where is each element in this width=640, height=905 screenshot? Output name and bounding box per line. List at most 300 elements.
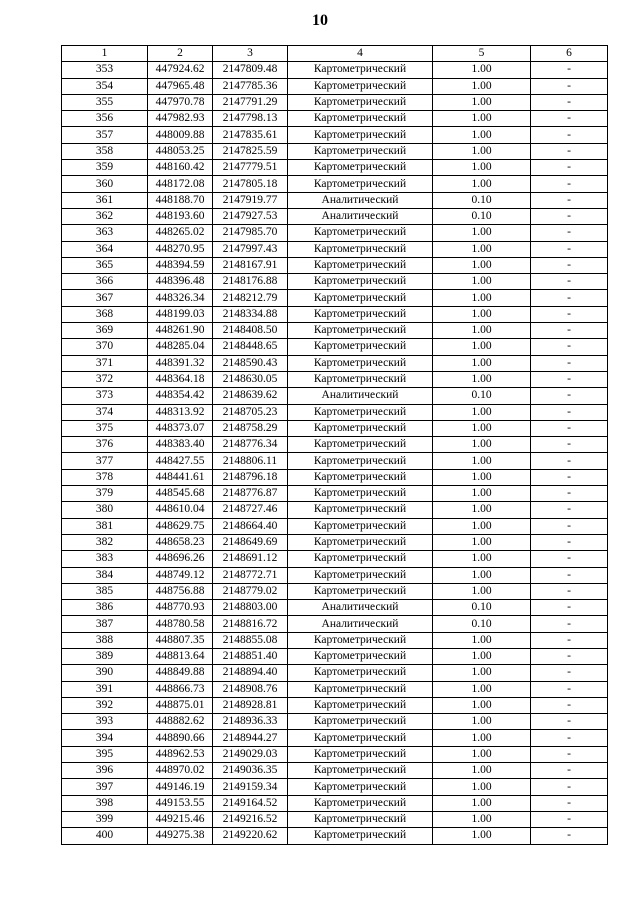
table-cell: 1.00: [433, 551, 531, 567]
table-cell: 1.00: [433, 469, 531, 485]
table-cell: 2148705.23: [213, 404, 288, 420]
table-cell: -: [531, 176, 608, 192]
table-cell: 2148779.02: [213, 583, 288, 599]
table-cell: 389: [62, 648, 148, 664]
table-cell: Картометрический: [288, 339, 433, 355]
table-cell: 2149216.52: [213, 811, 288, 827]
table-cell: Картометрический: [288, 730, 433, 746]
table-cell: -: [531, 828, 608, 844]
table-cell: -: [531, 551, 608, 567]
table-cell: 448265.02: [148, 225, 213, 241]
table-cell: Картометрический: [288, 274, 433, 290]
table-cell: 373: [62, 388, 148, 404]
table-cell: 395: [62, 746, 148, 762]
table-row: [62, 78, 608, 94]
table-cell: -: [531, 583, 608, 599]
table-cell: 448882.62: [148, 714, 213, 730]
table-cell: -: [531, 453, 608, 469]
table-cell: 448193.60: [148, 208, 213, 224]
table-cell: 449215.46: [148, 811, 213, 827]
table-cell: -: [531, 388, 608, 404]
table-cell: 2148816.72: [213, 616, 288, 632]
table-cell: Аналитический: [288, 600, 433, 616]
table-cell: Картометрический: [288, 681, 433, 697]
table-cell: 1.00: [433, 111, 531, 127]
table-cell: 2148167.91: [213, 257, 288, 273]
table-cell: Картометрический: [288, 697, 433, 713]
table-cell: 448188.70: [148, 192, 213, 208]
table-cell: Картометрический: [288, 551, 433, 567]
column-header: 4: [288, 46, 433, 62]
table-cell: 448383.40: [148, 437, 213, 453]
table-cell: 2148212.79: [213, 290, 288, 306]
table-cell: 2147805.18: [213, 176, 288, 192]
table-row: [62, 779, 608, 795]
table-cell: -: [531, 323, 608, 339]
table-header-row: [62, 46, 608, 62]
table-cell: -: [531, 616, 608, 632]
table-cell: 447982.93: [148, 111, 213, 127]
table-row: [62, 371, 608, 387]
table-cell: Картометрический: [288, 453, 433, 469]
table-cell: 377: [62, 453, 148, 469]
table-cell: -: [531, 225, 608, 241]
table-cell: 2148590.43: [213, 355, 288, 371]
table-cell: 2147927.53: [213, 208, 288, 224]
table-cell: 448629.75: [148, 518, 213, 534]
table-cell: Картометрический: [288, 176, 433, 192]
table-cell: 2147809.48: [213, 62, 288, 78]
table-cell: 448849.88: [148, 665, 213, 681]
table-cell: Картометрический: [288, 518, 433, 534]
table-cell: 2147779.51: [213, 160, 288, 176]
table-cell: -: [531, 306, 608, 322]
table-cell: 388: [62, 632, 148, 648]
table-cell: 1.00: [433, 763, 531, 779]
table-row: [62, 600, 608, 616]
table-cell: 379: [62, 486, 148, 502]
table-cell: 2147825.59: [213, 143, 288, 159]
table-row: [62, 518, 608, 534]
table-cell: Картометрический: [288, 323, 433, 339]
table-row: [62, 388, 608, 404]
table-row: [62, 225, 608, 241]
table-cell: 448199.03: [148, 306, 213, 322]
table-cell: Картометрический: [288, 78, 433, 94]
table-row: [62, 730, 608, 746]
table-cell: 1.00: [433, 632, 531, 648]
table-cell: 355: [62, 94, 148, 110]
table-cell: Картометрический: [288, 94, 433, 110]
table-cell: 1.00: [433, 176, 531, 192]
table-row: [62, 763, 608, 779]
table-cell: 2149164.52: [213, 795, 288, 811]
table-row: [62, 697, 608, 713]
table-row: [62, 355, 608, 371]
table-cell: -: [531, 763, 608, 779]
table-row: [62, 176, 608, 192]
table-row: [62, 143, 608, 159]
table-cell: Картометрический: [288, 779, 433, 795]
table-cell: 448396.48: [148, 274, 213, 290]
table-cell: 448970.02: [148, 763, 213, 779]
table-cell: 448610.04: [148, 502, 213, 518]
table-row: [62, 290, 608, 306]
table-cell: 1.00: [433, 437, 531, 453]
table-row: [62, 339, 608, 355]
table-cell: -: [531, 469, 608, 485]
table-cell: 370: [62, 339, 148, 355]
table-cell: Картометрический: [288, 763, 433, 779]
table-cell: -: [531, 371, 608, 387]
table-cell: -: [531, 779, 608, 795]
table-cell: 397: [62, 779, 148, 795]
table-cell: 449146.19: [148, 779, 213, 795]
table-cell: 2147798.13: [213, 111, 288, 127]
table-cell: 448890.66: [148, 730, 213, 746]
table-cell: Картометрический: [288, 486, 433, 502]
table-cell: 1.00: [433, 62, 531, 78]
table-row: [62, 306, 608, 322]
table-cell: 448172.08: [148, 176, 213, 192]
table-cell: 1.00: [433, 257, 531, 273]
table-cell: -: [531, 518, 608, 534]
coordinates-table: [61, 45, 608, 845]
table-cell: 1.00: [433, 583, 531, 599]
table-cell: 2148448.65: [213, 339, 288, 355]
table-cell: -: [531, 404, 608, 420]
table-row: [62, 323, 608, 339]
table-cell: 2148806.11: [213, 453, 288, 469]
table-cell: 0.10: [433, 388, 531, 404]
table-cell: Аналитический: [288, 616, 433, 632]
table-cell: 2148772.71: [213, 567, 288, 583]
table-cell: 353: [62, 62, 148, 78]
table-row: [62, 192, 608, 208]
table-cell: 2148803.00: [213, 600, 288, 616]
table-cell: 1.00: [433, 730, 531, 746]
table-cell: 2148796.18: [213, 469, 288, 485]
table-row: [62, 502, 608, 518]
table-cell: Аналитический: [288, 208, 433, 224]
table-cell: 394: [62, 730, 148, 746]
table-cell: 2148408.50: [213, 323, 288, 339]
table-cell: 2148936.33: [213, 714, 288, 730]
table-cell: 1.00: [433, 567, 531, 583]
table-row: [62, 616, 608, 632]
table-cell: 1.00: [433, 78, 531, 94]
table-cell: Картометрический: [288, 143, 433, 159]
column-header: 6: [531, 46, 608, 62]
table-cell: 369: [62, 323, 148, 339]
table-cell: 448313.92: [148, 404, 213, 420]
table-cell: 2148855.08: [213, 632, 288, 648]
table-row: [62, 714, 608, 730]
table-cell: 2148639.62: [213, 388, 288, 404]
table-row: [62, 681, 608, 697]
table-row: [62, 469, 608, 485]
table-cell: 390: [62, 665, 148, 681]
table-cell: 400: [62, 828, 148, 844]
table-cell: 2148928.81: [213, 697, 288, 713]
table-cell: -: [531, 746, 608, 762]
table-cell: 449153.55: [148, 795, 213, 811]
table-cell: Картометрический: [288, 62, 433, 78]
table-cell: Картометрический: [288, 371, 433, 387]
table-cell: 1.00: [433, 323, 531, 339]
table-row: [62, 746, 608, 762]
table-row: [62, 127, 608, 143]
table-cell: 371: [62, 355, 148, 371]
table-cell: 361: [62, 192, 148, 208]
table-cell: 448807.35: [148, 632, 213, 648]
table-cell: 448364.18: [148, 371, 213, 387]
table-row: [62, 534, 608, 550]
table-cell: 0.10: [433, 600, 531, 616]
table-cell: Картометрический: [288, 225, 433, 241]
column-header: 2: [148, 46, 213, 62]
table-cell: 384: [62, 567, 148, 583]
table-cell: 2148894.40: [213, 665, 288, 681]
table-cell: -: [531, 241, 608, 257]
table-cell: 382: [62, 534, 148, 550]
table-cell: -: [531, 648, 608, 664]
table-cell: 357: [62, 127, 148, 143]
table-cell: 449275.38: [148, 828, 213, 844]
table-cell: 2148776.87: [213, 486, 288, 502]
table-cell: 448009.88: [148, 127, 213, 143]
table-row: [62, 567, 608, 583]
table-cell: 1.00: [433, 665, 531, 681]
table-cell: 0.10: [433, 208, 531, 224]
table-cell: Картометрический: [288, 437, 433, 453]
table-cell: 1.00: [433, 143, 531, 159]
table-cell: 399: [62, 811, 148, 827]
table-cell: 380: [62, 502, 148, 518]
table-cell: -: [531, 192, 608, 208]
table-cell: 448354.42: [148, 388, 213, 404]
table-cell: -: [531, 600, 608, 616]
table-row: [62, 811, 608, 827]
table-cell: 2149220.62: [213, 828, 288, 844]
table-cell: 2148727.46: [213, 502, 288, 518]
table-cell: 448270.95: [148, 241, 213, 257]
table-cell: -: [531, 437, 608, 453]
table-cell: 1.00: [433, 127, 531, 143]
table-cell: 1.00: [433, 274, 531, 290]
table-cell: 2148176.88: [213, 274, 288, 290]
table-cell: 1.00: [433, 371, 531, 387]
table-cell: 393: [62, 714, 148, 730]
table-cell: 359: [62, 160, 148, 176]
table-row: [62, 111, 608, 127]
table-cell: 385: [62, 583, 148, 599]
table-cell: 356: [62, 111, 148, 127]
table-cell: 391: [62, 681, 148, 697]
table-cell: 1.00: [433, 681, 531, 697]
table-cell: -: [531, 274, 608, 290]
table-cell: 364: [62, 241, 148, 257]
table-cell: -: [531, 697, 608, 713]
table-cell: 358: [62, 143, 148, 159]
table-cell: 1.00: [433, 746, 531, 762]
table-cell: 2148908.76: [213, 681, 288, 697]
table-cell: 368: [62, 306, 148, 322]
table-cell: 2148758.29: [213, 420, 288, 436]
table-cell: -: [531, 714, 608, 730]
table-cell: 360: [62, 176, 148, 192]
table-cell: 2148334.88: [213, 306, 288, 322]
table-row: [62, 241, 608, 257]
table-cell: 367: [62, 290, 148, 306]
table-cell: -: [531, 665, 608, 681]
table-cell: Картометрический: [288, 355, 433, 371]
table-cell: 2149159.34: [213, 779, 288, 795]
table-cell: Картометрический: [288, 420, 433, 436]
table-row: [62, 453, 608, 469]
table-cell: 374: [62, 404, 148, 420]
table-cell: -: [531, 143, 608, 159]
table-row: [62, 648, 608, 664]
table-cell: -: [531, 160, 608, 176]
table-cell: 448053.25: [148, 143, 213, 159]
column-header: 1: [62, 46, 148, 62]
table-cell: 448756.88: [148, 583, 213, 599]
table-cell: 381: [62, 518, 148, 534]
table-cell: -: [531, 567, 608, 583]
table-cell: 365: [62, 257, 148, 273]
table-cell: 448875.01: [148, 697, 213, 713]
table-cell: 448866.73: [148, 681, 213, 697]
table-cell: Картометрический: [288, 111, 433, 127]
table-cell: 2147835.61: [213, 127, 288, 143]
table-cell: 1.00: [433, 518, 531, 534]
table-cell: 2148664.40: [213, 518, 288, 534]
table-cell: Аналитический: [288, 388, 433, 404]
table-cell: Картометрический: [288, 469, 433, 485]
table-cell: 354: [62, 78, 148, 94]
table-row: [62, 795, 608, 811]
table-cell: 392: [62, 697, 148, 713]
table-cell: 448391.32: [148, 355, 213, 371]
table-cell: 1.00: [433, 241, 531, 257]
table-cell: -: [531, 208, 608, 224]
table-row: [62, 583, 608, 599]
table-cell: Картометрический: [288, 811, 433, 827]
table-cell: 1.00: [433, 290, 531, 306]
table-cell: -: [531, 94, 608, 110]
table-cell: 448394.59: [148, 257, 213, 273]
table-row: [62, 486, 608, 502]
table-cell: -: [531, 355, 608, 371]
table-cell: 2148691.12: [213, 551, 288, 567]
table-cell: 2147791.29: [213, 94, 288, 110]
table-cell: 1.00: [433, 94, 531, 110]
table-cell: 2147785.36: [213, 78, 288, 94]
table-cell: 448545.68: [148, 486, 213, 502]
table-cell: 363: [62, 225, 148, 241]
table-cell: -: [531, 681, 608, 697]
column-header: 5: [433, 46, 531, 62]
table-cell: Картометрический: [288, 534, 433, 550]
table-cell: 1.00: [433, 453, 531, 469]
table-row: [62, 62, 608, 78]
table-cell: Картометрический: [288, 583, 433, 599]
table-cell: 2148851.40: [213, 648, 288, 664]
column-header: 3: [213, 46, 288, 62]
table-cell: Картометрический: [288, 632, 433, 648]
table-cell: 1.00: [433, 420, 531, 436]
table-cell: -: [531, 111, 608, 127]
table-cell: Картометрический: [288, 306, 433, 322]
table-cell: -: [531, 795, 608, 811]
table-cell: 1.00: [433, 339, 531, 355]
table-row: [62, 551, 608, 567]
table-cell: 1.00: [433, 795, 531, 811]
table-cell: 447924.62: [148, 62, 213, 78]
table-cell: 448285.04: [148, 339, 213, 355]
table-cell: Картометрический: [288, 665, 433, 681]
table-cell: 1.00: [433, 779, 531, 795]
table-cell: 1.00: [433, 404, 531, 420]
table-cell: 2147985.70: [213, 225, 288, 241]
table-cell: 386: [62, 600, 148, 616]
table-cell: -: [531, 257, 608, 273]
table-row: [62, 208, 608, 224]
table-cell: 448160.42: [148, 160, 213, 176]
table-cell: 448441.61: [148, 469, 213, 485]
table-cell: 1.00: [433, 502, 531, 518]
table-cell: 447965.48: [148, 78, 213, 94]
table-cell: Картометрический: [288, 795, 433, 811]
table-cell: Картометрический: [288, 257, 433, 273]
table-cell: 448373.07: [148, 420, 213, 436]
table-cell: Аналитический: [288, 192, 433, 208]
table-cell: 448696.26: [148, 551, 213, 567]
table-row: [62, 94, 608, 110]
table-cell: 362: [62, 208, 148, 224]
table-cell: -: [531, 339, 608, 355]
table-cell: 448326.34: [148, 290, 213, 306]
table-cell: 2149036.35: [213, 763, 288, 779]
table-cell: 2148630.05: [213, 371, 288, 387]
table-cell: -: [531, 502, 608, 518]
table-cell: 0.10: [433, 616, 531, 632]
table-cell: 2148776.34: [213, 437, 288, 453]
table-cell: 398: [62, 795, 148, 811]
table-row: [62, 160, 608, 176]
table-cell: Картометрический: [288, 127, 433, 143]
table-row: [62, 420, 608, 436]
table-cell: 2147919.77: [213, 192, 288, 208]
table-cell: Картометрический: [288, 746, 433, 762]
table-row: [62, 632, 608, 648]
table-row: [62, 437, 608, 453]
table-cell: 2148649.69: [213, 534, 288, 550]
table-cell: -: [531, 420, 608, 436]
table-cell: 2148944.27: [213, 730, 288, 746]
table-row: [62, 828, 608, 844]
table-cell: 378: [62, 469, 148, 485]
table-cell: 2147997.43: [213, 241, 288, 257]
table-cell: Картометрический: [288, 714, 433, 730]
table-cell: 1.00: [433, 486, 531, 502]
table-cell: 0.10: [433, 192, 531, 208]
table-cell: 448770.93: [148, 600, 213, 616]
table-cell: 1.00: [433, 714, 531, 730]
table-cell: 448749.12: [148, 567, 213, 583]
table-row: [62, 257, 608, 273]
